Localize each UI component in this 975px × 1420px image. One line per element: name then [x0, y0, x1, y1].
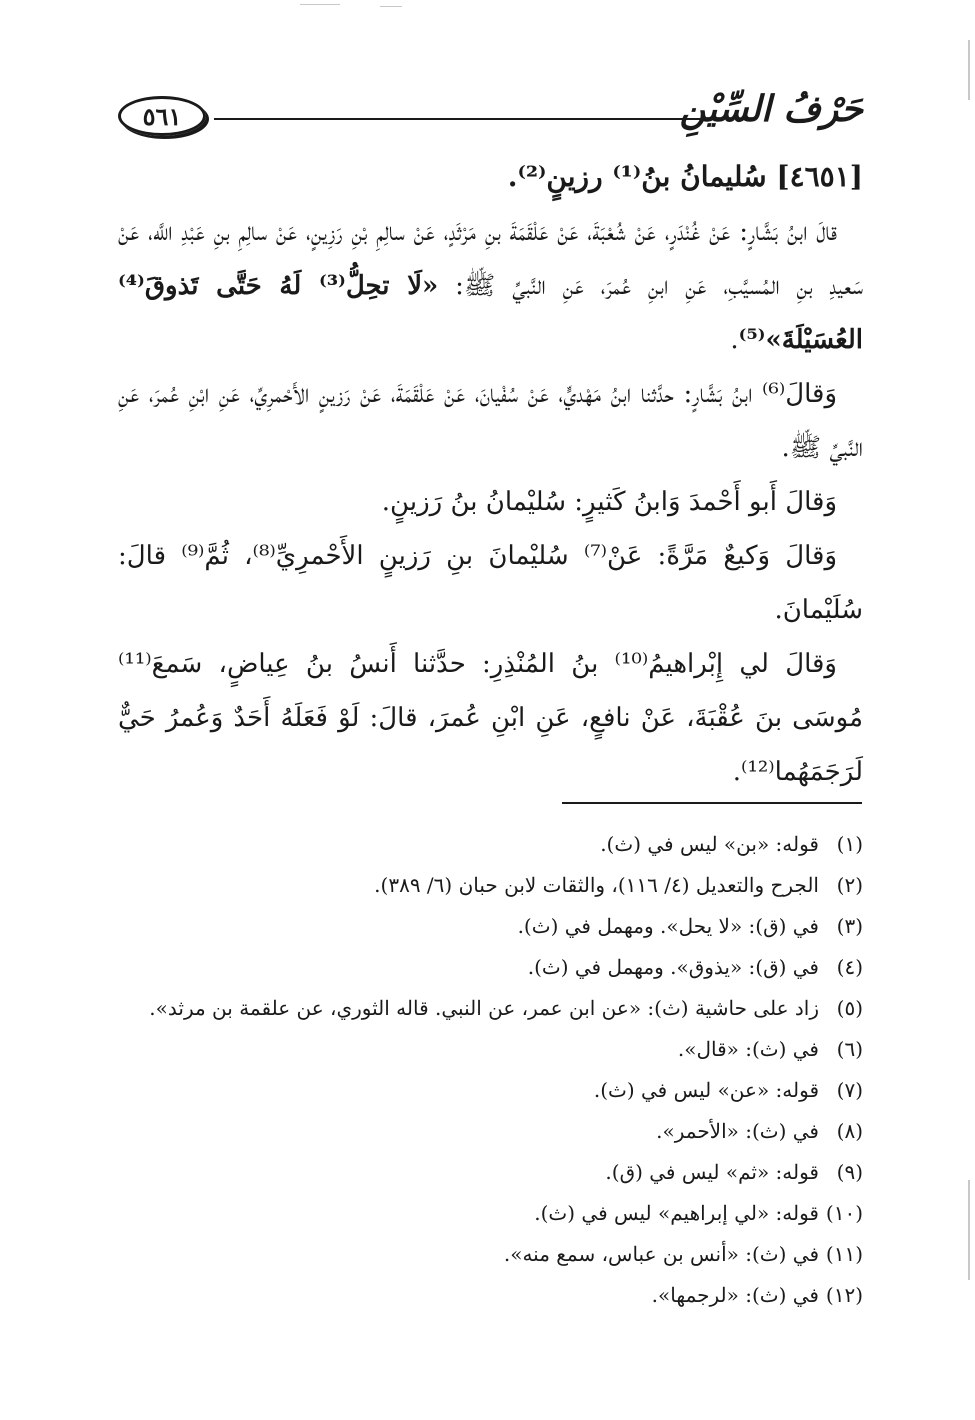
footnote-number: (٥)	[836, 996, 863, 1020]
footnote	[118, 947, 863, 988]
scan-edge-mark	[300, 4, 340, 5]
paragraph-text: وَقالَ أَبو أَحْمدَ وَابنُ كَثيرٍ: سُليْمانُ بنُ رَزينٍ.	[381, 487, 837, 517]
page-header	[118, 88, 863, 144]
footnote-number: (٦)	[836, 1037, 863, 1061]
footnote-text: في (ث): «لرجمها».	[651, 1283, 819, 1307]
footnote-text: في (ق): «يذوق». ومهمل في (ث).	[527, 955, 819, 979]
page-number: ٥٦١	[118, 96, 206, 136]
footnote	[118, 906, 863, 947]
footnote	[118, 1029, 863, 1070]
footnote-text: في (ث): «أنس بن عباس، سمع منه».	[503, 1242, 819, 1266]
entry-paragraph	[118, 637, 863, 799]
footnote	[118, 1275, 863, 1316]
footnote	[118, 1193, 863, 1234]
chapter-title: حَرْفُ السِّيْنِ	[679, 88, 863, 130]
hadith-text: «لَا تحِلُّ⁽³⁾ لَهُ حَتَّى تَذوقَ⁽⁴⁾ العُسَيْلَةَ»⁽⁵⁾	[118, 271, 863, 355]
footnote-number: (٨)	[836, 1119, 863, 1143]
footnote-number: (١)	[836, 832, 863, 856]
entry-body	[118, 150, 863, 799]
footnote	[118, 824, 863, 865]
scan-edge-mark	[968, 40, 970, 100]
footnotes	[118, 824, 863, 1316]
entry-paragraph	[118, 205, 863, 367]
entry-heading-paragraph	[118, 150, 863, 205]
paragraph-text: وَقالَ⁽⁶⁾ ابنُ بَشَّارٍ: حدَّثنا ابنُ مَهْديٍّ، عَنْ سُفْيانَ، عَنْ عَلْقَمَةَ، عَنْ رَزينٍ الأَحْمرِيِّ، عَنِ ابْنِ عُمرَ، عَنِ النَّبيِّ ﷺ.	[118, 379, 863, 463]
paragraph-text: .	[730, 325, 739, 355]
footnote-text: قوله: «عن» ليس في (ث).	[593, 1078, 819, 1102]
footnote-text: زاد على حاشية (ث): «عن ابن عمر، عن النبي. قاله الثوري، عن علقمة بن مرثد».	[149, 996, 819, 1020]
footnote-text: في (ث): «قال».	[677, 1037, 819, 1061]
footnote	[118, 1152, 863, 1193]
footnote	[118, 1111, 863, 1152]
entry-paragraph	[118, 367, 863, 475]
footnote-text: قوله: «لي إبراهيم» ليس في (ث).	[534, 1201, 819, 1225]
header-rule	[214, 118, 724, 120]
footnote-number: (٢)	[836, 873, 863, 897]
footnote	[118, 865, 863, 906]
entry-paragraph	[118, 475, 863, 529]
footnote-text: الجرح والتعديل (٤/ ١١٦)، والثقات لابن حبان (٦/ ٣٨٩).	[374, 873, 819, 897]
paragraph-text: قالَ ابنُ بَشَّارٍ: عَنْ غُنْدَرٍ، عَنْ شُعْبَةَ، عَنْ عَلْقَمَةَ بنِ مَرْثَدٍ، عَنْ سالِمِ بْنِ رَزِينٍ، عَنْ سالِمِ بنِ عَبْدِ اللَّه، عَنْ سَعيدِ بنِ المُسيَّبِ، عَنِ ابنِ عُمرَ، عَنِ النَّبيِّ ﷺ:	[118, 217, 863, 301]
footnote-number: (١٢)	[825, 1283, 863, 1307]
footnote-number: (٧)	[836, 1078, 863, 1102]
paragraph-text: وَقالَ لي إِبْراهيمُ⁽¹⁰⁾ بنُ المُنْذِرِ: حدَّثنا أَنسُ بنُ عِياضٍ، سَمعَ⁽¹¹⁾ مُوسَى بنَ عُقْبَةَ، عَنْ نافعٍ، عَنِ ابْنِ عُمرَ، قالَ: لَوْ فَعَلَهُ أَحَدٌ وَعُمرُ حَيٌّ لَرَجَمَهُما⁽¹²⁾.	[118, 649, 863, 787]
entry-paragraph	[118, 529, 863, 637]
footnote-text: قوله: «بن» ليس في (ث).	[600, 832, 819, 856]
footnote-text: في (ث): «الأحمر».	[656, 1119, 819, 1143]
footnote	[118, 1070, 863, 1111]
footnote	[118, 1234, 863, 1275]
footnote	[118, 988, 863, 1029]
scan-edge-mark	[380, 6, 402, 7]
footnote-text: في (ق): «لا يحل». ومهمل في (ث).	[517, 914, 819, 938]
footnote-number: (١٠)	[825, 1201, 863, 1225]
footnote-number: (٤)	[836, 955, 863, 979]
footnote-number: (٣)	[836, 914, 863, 938]
scan-edge-mark	[968, 1180, 970, 1280]
footnote-number: (١١)	[825, 1242, 863, 1266]
footnote-number: (٩)	[836, 1160, 863, 1184]
footnote-text: قوله: «ثم» ليس في (ق).	[605, 1160, 819, 1184]
paragraph-text: وَقالَ وَكيعٌ مَرَّةً: عَنْ⁽⁷⁾ سُليْمانَ بنِ رَزينٍ الأَحْمرِيِّ⁽⁸⁾، ثُمَّ⁽⁹⁾ قالَ: سُلَيْمانَ.	[118, 541, 863, 625]
entry-heading: [٤٦٥١] سُليمانُ بنُ⁽¹⁾ رزينٍ⁽²⁾.	[507, 160, 863, 193]
footnote-separator	[562, 802, 862, 804]
